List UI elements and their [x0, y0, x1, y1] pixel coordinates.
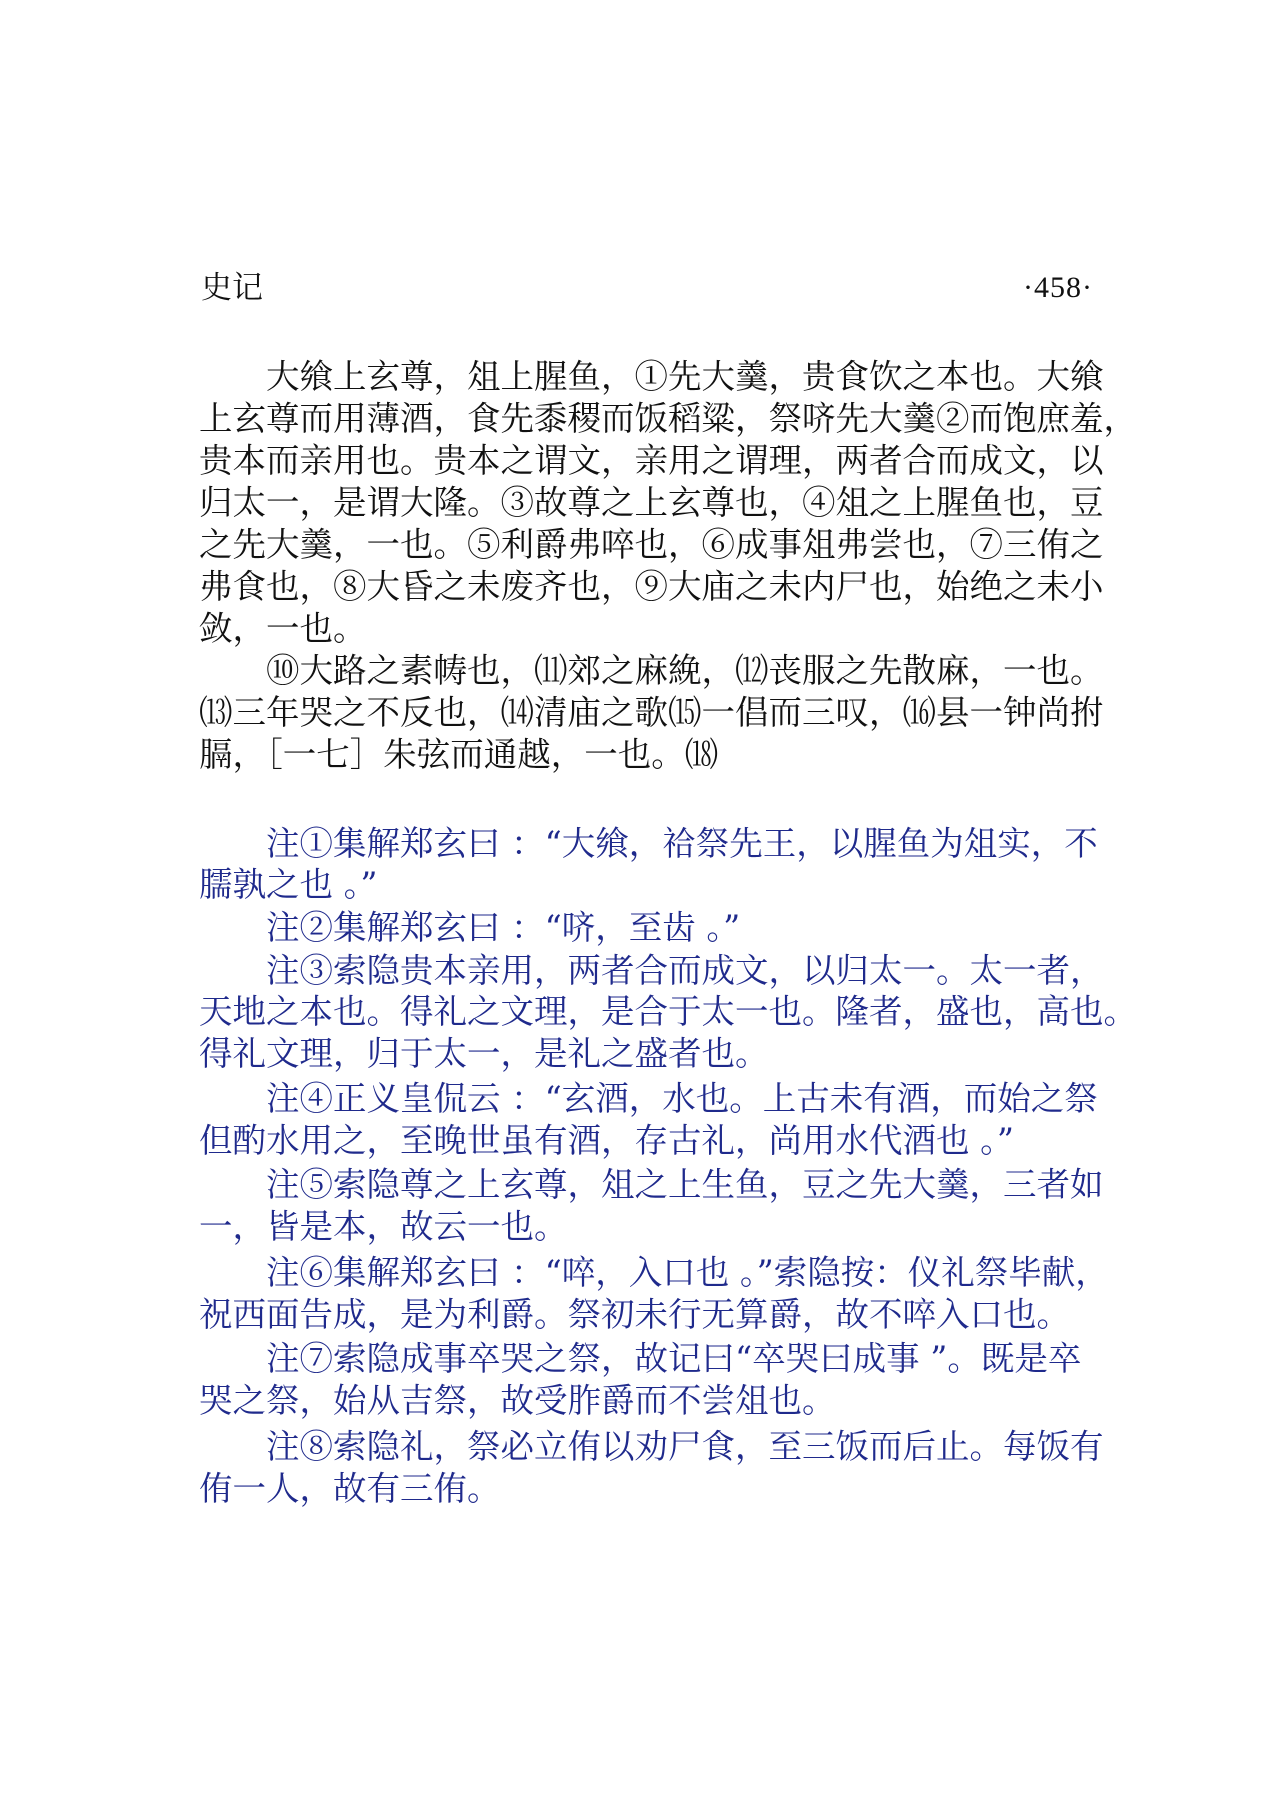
note-line: 但酌水用之，至晚世虽有酒，存古礼，尚用水代酒也 。”	[199, 1121, 1015, 1160]
note-line: 哭之祭，始从吉祭，故受胙爵而不尝俎也。	[199, 1381, 836, 1420]
note-line: 侑一人，故有三侑。	[199, 1469, 501, 1508]
note-line: 注②集解郑玄曰 ：“哜，至齿 。”	[199, 908, 741, 947]
note-line: 得礼文理，归于太一，是礼之盛者也。	[199, 1034, 769, 1073]
note-line: 祝西面告成，是为利爵。祭初未行无算爵，故不啐入口也。	[199, 1295, 1070, 1334]
text-line: 大飨上玄尊，俎上腥鱼，①先大羹，贵食饮之本也。大飨	[199, 357, 1104, 396]
text-line: ⑩大路之素帱也，⑾郊之麻絻，⑿丧服之先散麻，一也。	[199, 651, 1104, 690]
note-line: 注⑥集解郑玄曰 ：“啐，入口也 。”索隐按：仪礼祭毕献，	[199, 1253, 1109, 1292]
note-line: 天地之本也。得礼之文理，是合于太一也。隆者，盛也，高也。	[199, 992, 1137, 1031]
note-line: 臑孰之也 。”	[199, 865, 378, 904]
note-line: 注⑦索隐成事卒哭之祭，故记曰“卒哭曰成事 ”。既是卒	[199, 1339, 1082, 1378]
note-line: 一，皆是本，故云一也。	[199, 1207, 568, 1246]
note-line: 注⑤索隐尊之上玄尊，俎之上生鱼，豆之先大羹，三者如	[199, 1165, 1104, 1204]
text-line: 敛，一也。	[199, 609, 367, 648]
text-line: 膈，［一七］朱弦而通越，一也。⒅	[199, 735, 719, 774]
note-line: 注①集解郑玄曰 ：“大飨，祫祭先王，以腥鱼为俎实，不	[199, 824, 1098, 863]
text-line: 上玄尊而用薄酒，食先黍稷而饭稻粱，祭哜先大羹②而饱庶羞，	[199, 399, 1137, 438]
text-line: 之先大羹，一也。⑤利爵弗啐也，⑥成事俎弗尝也，⑦三侑之	[199, 525, 1104, 564]
text-line: ⒀三年哭之不反也，⒁清庙之歌⒂一倡而三叹，⒃县一钟尚拊	[199, 693, 1104, 732]
page-number: ·458·	[1023, 271, 1093, 304]
note-line: 注④正义皇侃云 ：“玄酒，水也。上古未有酒，而始之祭	[199, 1079, 1098, 1118]
running-title: 史记	[201, 270, 263, 306]
text-line: 弗食也，⑧大昏之未废齐也，⑨大庙之未内尸也，始绝之未小	[199, 567, 1104, 606]
note-line: 注⑧索隐礼，祭必立侑以劝尸食，至三饭而后止。每饭有	[199, 1427, 1104, 1466]
note-line: 注③索隐贵本亲用，两者合而成文，以归太一。太一者，	[199, 951, 1104, 990]
text-line: 贵本而亲用也。贵本之谓文，亲用之谓理，两者合而成文，以	[199, 441, 1104, 480]
text-line: 归太一，是谓大隆。③故尊之上玄尊也，④俎之上腥鱼也，豆	[199, 483, 1104, 522]
